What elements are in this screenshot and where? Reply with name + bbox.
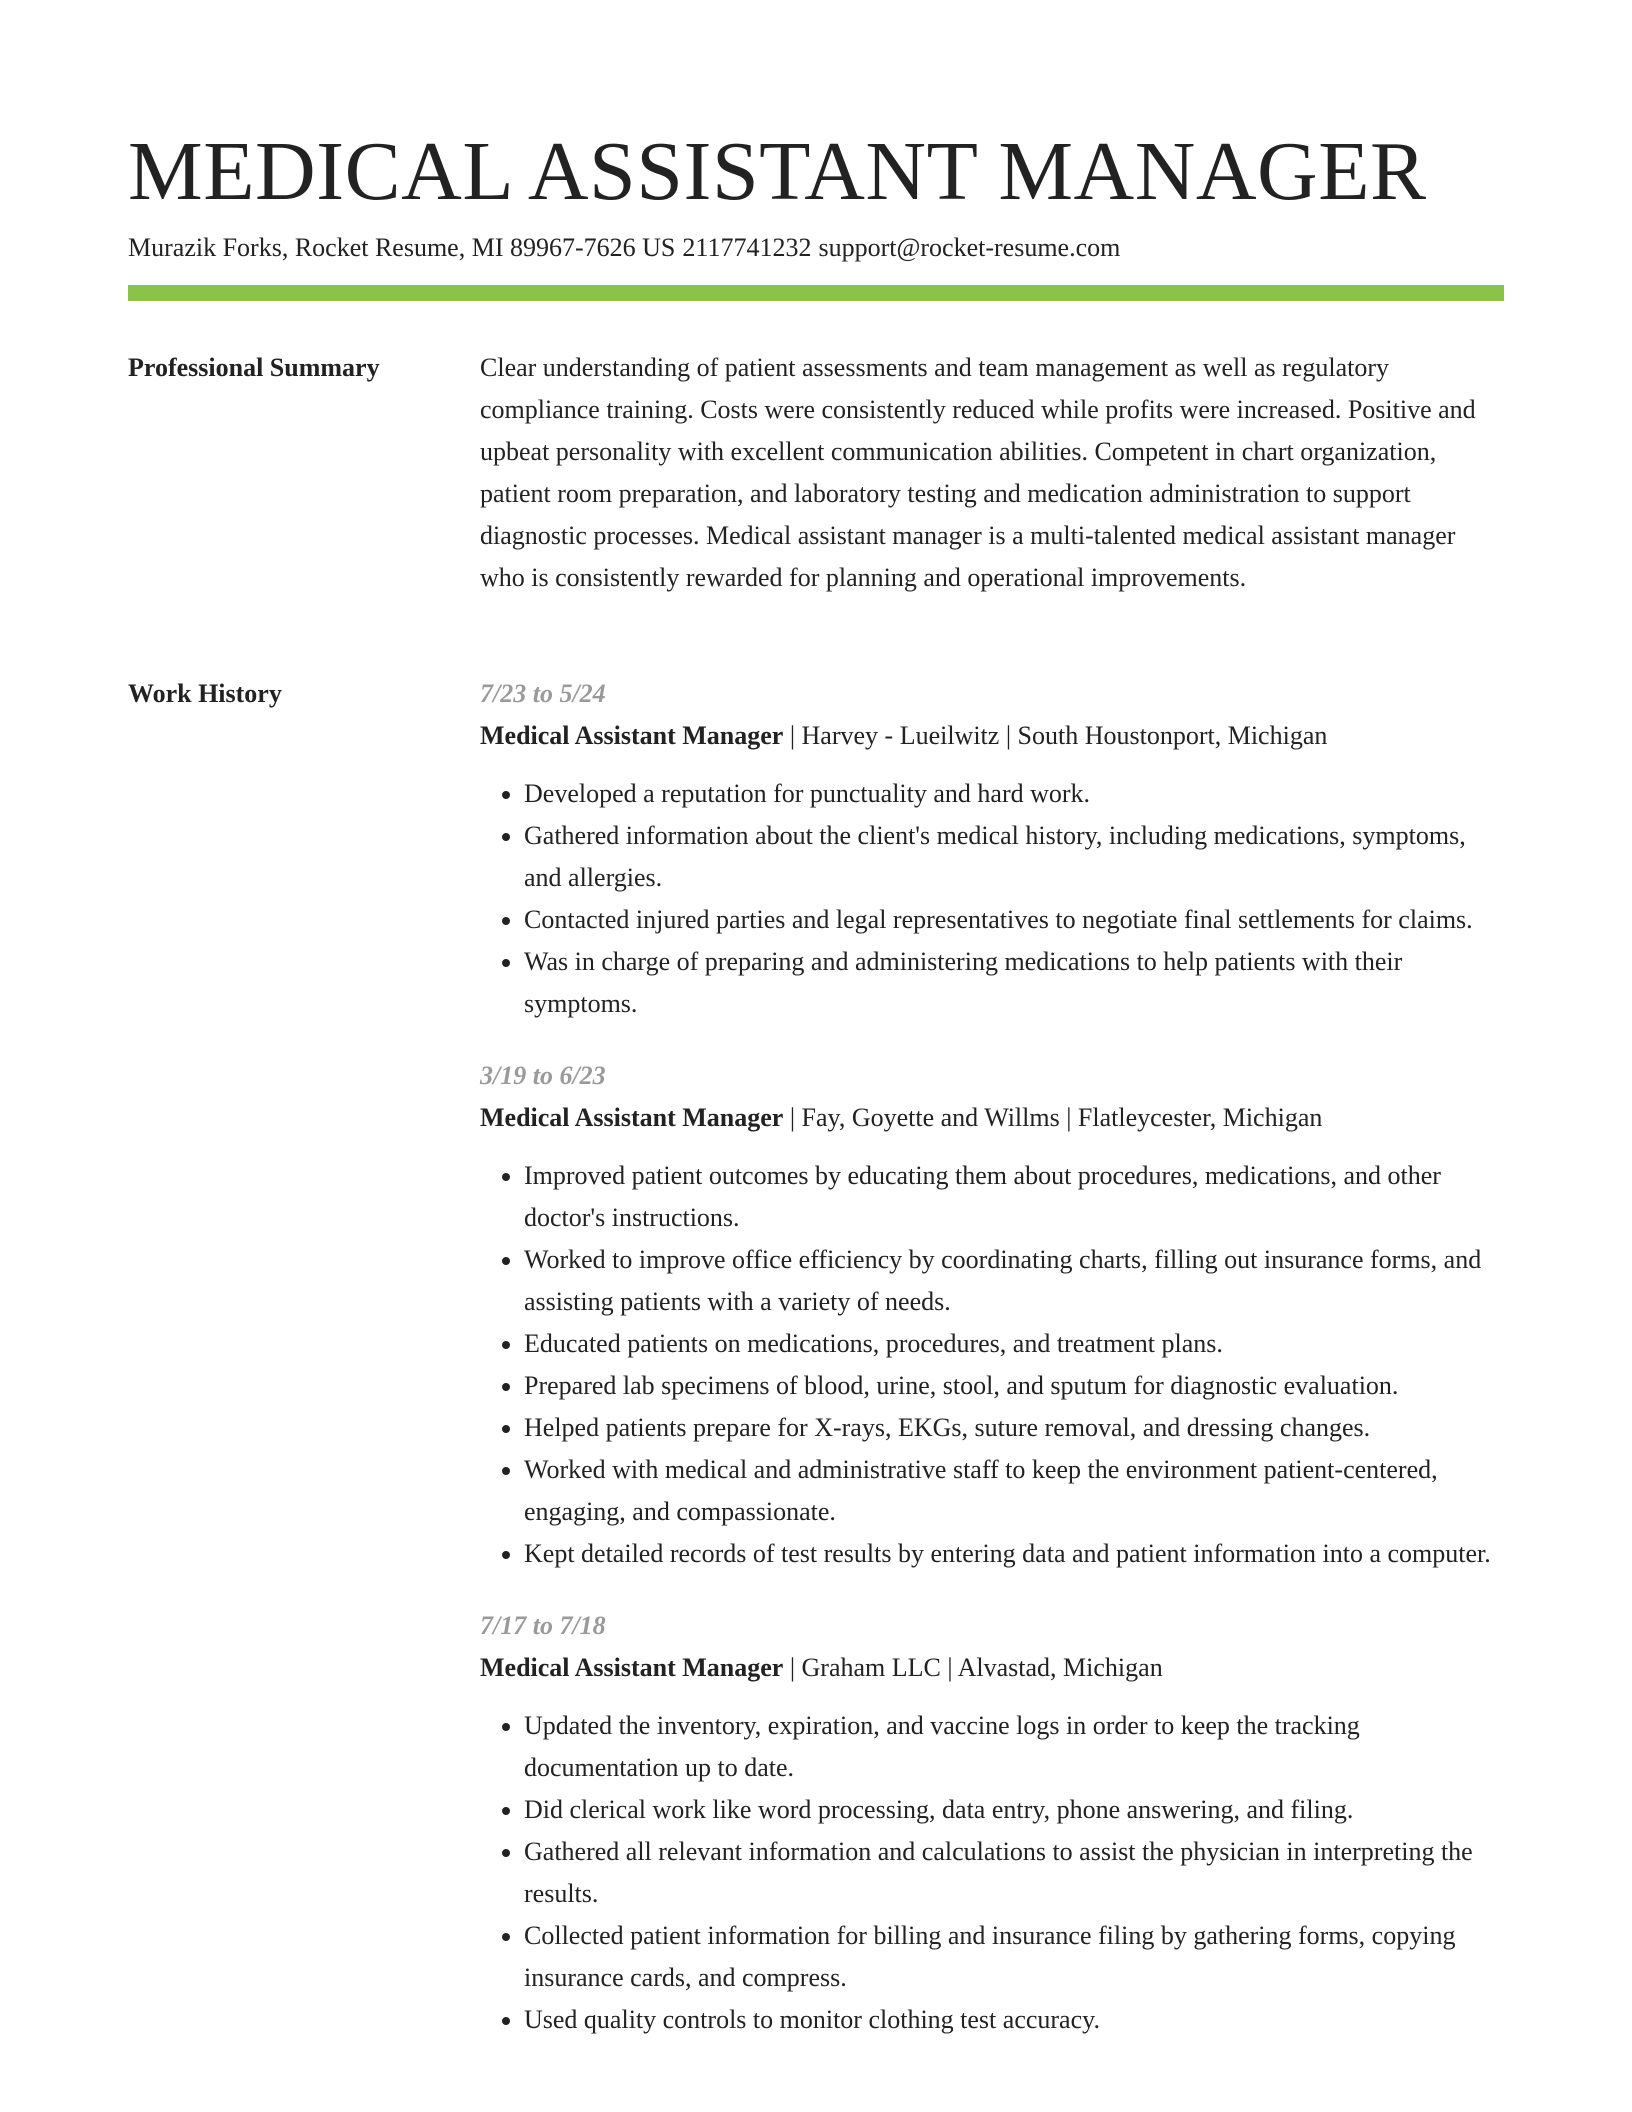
- section-label-work-history: Work History: [128, 679, 282, 708]
- job-dates: 3/19 to 6/23: [480, 1061, 606, 1090]
- job-title: Medical Assistant Manager: [480, 721, 784, 750]
- job-employer-location: | Harvey - Lueilwitz | South Houstonport, Michigan: [783, 721, 1328, 750]
- job-title-line: [480, 715, 1504, 757]
- job-bullet: • Gathered information about the client's medical history, including medications, symptoms, and allergies.: [524, 815, 1504, 899]
- job-bullet: • Developed a reputation for punctuality and hard work.: [524, 773, 1504, 815]
- job-bullet: • Prepared lab specimens of blood, urine, stool, and sputum for diagnostic evaluation.: [524, 1365, 1504, 1407]
- summary-text: Clear understanding of patient assessments and team management as well as regulatory compliance training. Costs were consistently reduced while profits were increased. Positive and upbeat personality with excellent communication abilities. Competent in chart organization, patient room preparation, and laboratory testing and medication administration to support diagnostic processes. Medical assistant manager is a multi-talented medical assistant manager who is consistently rewarded for planning and operational improvements.: [480, 353, 1476, 592]
- job-bullet-list: [480, 1705, 1504, 2041]
- job-bullet: • Improved patient outcomes by educating them about procedures, medications, and other doctor's instructions.: [524, 1155, 1504, 1239]
- header-divider: [128, 285, 1504, 301]
- job-bullet: • Updated the inventory, expiration, and vaccine logs in order to keep the tracking documentation up to date.: [524, 1705, 1504, 1789]
- job-bullet: • Collected patient information for billing and insurance filing by gathering forms, copying insurance cards, and compress.: [524, 1915, 1504, 1999]
- work-history-body: [480, 673, 1504, 2071]
- job-title: Medical Assistant Manager: [480, 1103, 784, 1132]
- summary-body: [480, 347, 1504, 599]
- job-employer-location: | Graham LLC | Alvastad, Michigan: [783, 1653, 1163, 1682]
- job-bullet: • Worked with medical and administrative staff to keep the environment patient-centered, engaging, and compassionate.: [524, 1449, 1504, 1533]
- job-dates: 7/17 to 7/18: [480, 1611, 606, 1640]
- job-entry: [480, 1605, 1504, 2041]
- job-title-line: [480, 1647, 1504, 1689]
- section-label-summary: Professional Summary: [128, 353, 380, 382]
- job-employer-location: | Fay, Goyette and Willms | Flatleycester, Michigan: [783, 1103, 1323, 1132]
- job-entry: [480, 673, 1504, 1025]
- job-bullet: • Used quality controls to monitor clothing test accuracy.: [524, 1999, 1504, 2041]
- job-entry: [480, 1055, 1504, 1575]
- job-bullet-list: [480, 1155, 1504, 1575]
- job-bullet: • Was in charge of preparing and administering medications to help patients with their symptoms.: [524, 941, 1504, 1025]
- resume-name-heading: MEDICAL ASSISTANT MANAGER: [128, 125, 1427, 218]
- contact-email: support@rocket-resume.com: [818, 233, 1121, 262]
- contact-address: Murazik Forks, Rocket Resume, MI 89967-7626 US: [128, 233, 676, 262]
- job-bullet-list: [480, 773, 1504, 1025]
- contact-line: [128, 230, 1120, 266]
- contact-phone: 2117741232: [682, 233, 812, 262]
- job-bullet: • Worked to improve office efficiency by coordinating charts, filling out insurance forms, and assisting patients with a variety of needs.: [524, 1239, 1504, 1323]
- job-dates: 7/23 to 5/24: [480, 679, 606, 708]
- job-bullet: • Educated patients on medications, procedures, and treatment plans.: [524, 1323, 1504, 1365]
- job-bullet: • Contacted injured parties and legal representatives to negotiate final settlements for claims.: [524, 899, 1504, 941]
- job-title-line: [480, 1097, 1504, 1139]
- job-bullet: • Gathered all relevant information and calculations to assist the physician in interpreting the results.: [524, 1831, 1504, 1915]
- job-title: Medical Assistant Manager: [480, 1653, 784, 1682]
- job-bullet: • Did clerical work like word processing, data entry, phone answering, and filing.: [524, 1789, 1504, 1831]
- job-bullet: • Kept detailed records of test results by entering data and patient information into a computer.: [524, 1533, 1504, 1575]
- job-bullet: • Helped patients prepare for X-rays, EKGs, suture removal, and dressing changes.: [524, 1407, 1504, 1449]
